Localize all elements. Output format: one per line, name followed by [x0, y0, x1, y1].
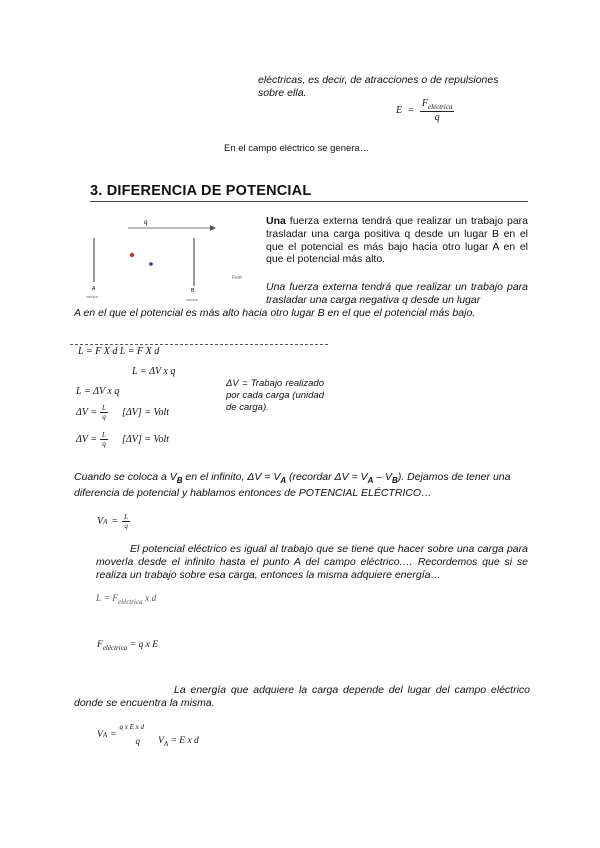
final-lhs: V	[97, 729, 103, 740]
work-electric-sub: eléctrica	[118, 597, 143, 606]
equation-work-potential-1: L = ΔV x q	[132, 366, 176, 377]
final-den: q	[135, 736, 141, 747]
diagram-caption-a: campo	[86, 294, 99, 299]
electric-potential-text: El potencial eléctrico es igual al trabajo que se tiene que hacer sobre una carga para moverla desde el infinito hasta el punto A del campo eléctrico.… Recordemos que si se realiza un trabajo sobre esa carga, entonces la misma adquiere energía…	[96, 543, 528, 581]
electric-force-rhs: = q x E	[127, 640, 158, 650]
infinity-part-3: (recordar ΔV = V	[286, 471, 368, 483]
equation-potential-va	[97, 513, 130, 530]
equation-final	[97, 722, 199, 748]
diagram-caption-b: campo	[186, 297, 199, 302]
va-eq: =	[111, 516, 119, 527]
equations-separator	[70, 344, 328, 345]
paragraph-positive-bold: Una	[266, 215, 286, 227]
equation-delta-v-2-fraction	[100, 431, 108, 448]
equation-delta-v-1-fraction	[100, 404, 108, 421]
equation-delta-v-1-unit: [ΔV] = Volt	[121, 407, 170, 418]
equation-delta-v-1-den: q	[102, 413, 106, 421]
paragraph-energy	[74, 684, 530, 710]
paragraph-infinity	[74, 471, 530, 500]
field-formula-eq: =	[407, 104, 415, 116]
final-num: q x E x d	[119, 723, 145, 732]
final-rhs-block	[158, 736, 199, 748]
field-formula	[396, 98, 454, 123]
infinity-part-1: Cuando se coloca a V	[74, 471, 177, 483]
field-formula-den: q	[434, 112, 440, 123]
infinity-part-2: en el infinito, ΔV = V	[182, 471, 281, 483]
equation-work-force: L = F X d L = F X d	[78, 346, 160, 357]
infinity-part-5: ). Dejamos de tener una diferencia de potencial y hablamos entonces de POTENCIAL ELÉCTRICO…	[74, 471, 511, 500]
intro-paragraph	[258, 74, 528, 99]
intro-line-1: eléctricas, es decir, de atracciones o de repulsiones	[258, 74, 499, 86]
equation-delta-v-2	[76, 431, 169, 448]
final-rhs: = E x d	[168, 736, 199, 746]
equation-electric-force	[97, 640, 158, 652]
diagram-label-b: B	[191, 288, 195, 294]
infinity-sub-b: B	[176, 476, 183, 486]
equation-delta-v-2-lhs: ΔV =	[76, 434, 98, 445]
field-formula-fraction	[420, 98, 455, 123]
diagram-label-q: q	[144, 220, 148, 226]
paragraph-negative-text: Una fuerza externa tendrá que realizar un trabajo para trasladar una carga negativa q desde un lugar	[266, 281, 528, 306]
final-eq: =	[110, 729, 117, 740]
paragraph-electric-potential	[96, 543, 528, 581]
field-formula-num-sub: eléctrica	[427, 103, 453, 111]
equation-delta-v-2-num: L	[102, 431, 106, 439]
final-lhs-sub: A	[102, 730, 108, 739]
paragraph-positive-text: fuerza externa tendrá que realizar un trabajo para trasladar una carga positiva q desde un lugar B en el que el potencial es más bajo hacia otro lugar A en el que el potencial más alto.	[266, 215, 528, 266]
va-lhs-sub: A	[103, 517, 108, 526]
va-den: q	[124, 522, 128, 530]
field-formula-lhs: E	[396, 104, 403, 116]
infinity-sub-a: A	[280, 476, 287, 486]
intro-caption: En el campo eléctrico se genera…	[224, 143, 370, 154]
delta-v-note: ΔV = Trabajo realizado por cada carga (unidad de carga).	[226, 378, 324, 413]
infinity-sub-b2: B	[392, 476, 398, 486]
diagram-arrowhead	[210, 225, 216, 231]
va-lhs: V	[97, 516, 104, 527]
charge-diagram	[80, 212, 260, 304]
infinity-part-4: – V	[373, 471, 393, 483]
electric-force-sub: eléctrica	[102, 643, 128, 652]
paragraph-negative-charge	[266, 281, 528, 307]
intro-line-2: sobre ella.	[258, 86, 307, 99]
work-electric-lhs: L = F	[96, 594, 119, 604]
equation-delta-v-2-den: q	[102, 440, 106, 448]
final-rhs-lhs: V	[158, 736, 164, 746]
equation-work-potential-2: L = ΔV x q	[76, 386, 120, 397]
equation-delta-v-2-unit: [ΔV] = Volt	[121, 434, 170, 445]
final-rhs-sub: A	[163, 739, 169, 748]
diagram-charge-positive	[130, 253, 134, 257]
equation-delta-v-1-lhs: ΔV =	[76, 407, 98, 418]
diagram-charge-negative	[149, 262, 153, 266]
infinity-sub-a2: A	[367, 476, 374, 486]
field-formula-num: F	[421, 98, 428, 109]
paragraph-positive-charge	[266, 215, 528, 266]
work-electric-rhs: x d	[142, 594, 157, 604]
va-num: L	[124, 513, 129, 521]
section-title: 3. DIFERENCIA DE POTENCIAL	[90, 183, 312, 199]
equation-delta-v-1	[76, 404, 169, 421]
paragraph-negative-continued: A en el que el potencial es más alto hacia otro lugar B en el que el potencial más bajo.	[74, 307, 476, 319]
electric-force-lhs: F	[97, 640, 103, 650]
va-fraction	[122, 513, 130, 530]
energy-text: La energía que adquiere la carga depende del lugar del campo eléctrico donde se encuentra la misma.	[74, 684, 530, 709]
section-rule	[90, 201, 528, 202]
equation-work-electric	[96, 594, 156, 606]
diagram-label-side: Fext	[232, 275, 242, 281]
final-fraction	[120, 723, 145, 746]
equation-delta-v-1-num: L	[102, 404, 106, 412]
diagram-label-a: A	[92, 286, 96, 292]
